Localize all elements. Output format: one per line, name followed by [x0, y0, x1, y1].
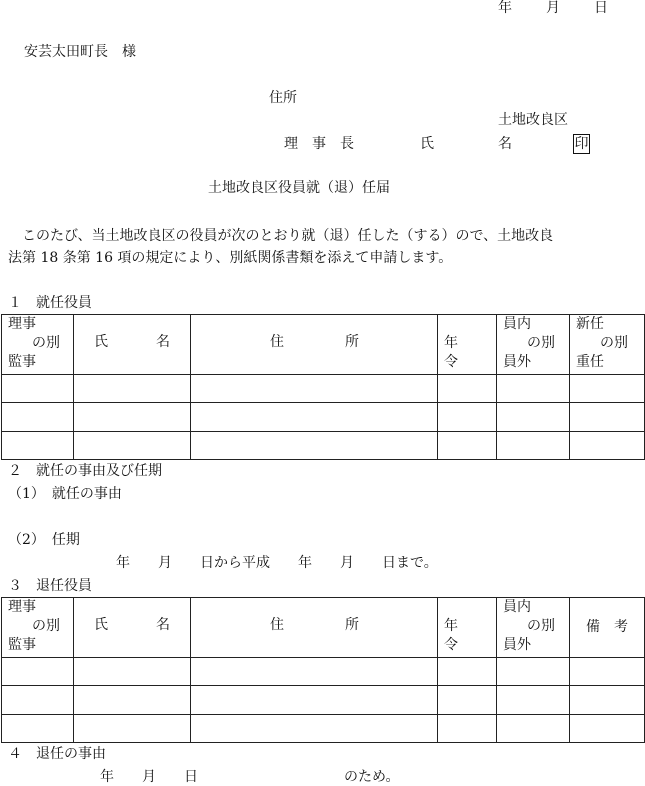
cell[interactable]	[497, 715, 570, 743]
header-remarks: 備 考	[570, 598, 645, 658]
header-address-1: 住	[270, 334, 284, 350]
table-header-row	[2, 598, 645, 658]
header-role	[2, 598, 74, 658]
header-new-3: 重任	[576, 354, 604, 370]
header-role-line2: の別	[32, 335, 60, 351]
seal-box: 印	[574, 136, 589, 152]
section4-heading: ４ 退任の事由	[8, 746, 106, 762]
cell[interactable]	[191, 403, 438, 432]
document-title: 土地改良区役員就（退）任届	[208, 180, 390, 196]
header-member-2: の別	[527, 618, 555, 634]
cell[interactable]	[74, 403, 191, 432]
cell[interactable]	[191, 658, 438, 686]
cell[interactable]	[2, 432, 74, 460]
cell[interactable]	[438, 375, 497, 403]
table-row	[2, 375, 645, 403]
cell[interactable]	[570, 375, 645, 403]
cell[interactable]	[497, 658, 570, 686]
appointed-officers-table	[1, 314, 645, 460]
cell[interactable]	[191, 686, 438, 715]
table-row	[2, 715, 645, 743]
reason-label: （1） 就任の事由	[8, 486, 122, 502]
cell[interactable]	[438, 715, 497, 743]
retire-reason-suffix: のため。	[344, 769, 400, 785]
date-year: 年	[498, 0, 512, 16]
cell[interactable]	[74, 432, 191, 460]
section3-heading: ３ 退任役員	[8, 578, 92, 594]
cell[interactable]	[2, 686, 74, 715]
cell[interactable]	[2, 375, 74, 403]
cell[interactable]	[74, 375, 191, 403]
header-new	[570, 315, 645, 375]
header-new-2: の別	[600, 335, 628, 351]
header-age-1: 年	[444, 618, 458, 634]
header-name-2: 名	[156, 334, 170, 350]
header-role	[2, 315, 74, 375]
body-line-2: 法第 18 条第 16 項の規定により、別紙関係書類を添えて申請します。	[8, 250, 453, 266]
header-age-2: 令	[444, 637, 458, 653]
section1-heading: １ 就任役員	[8, 295, 92, 311]
header-name-1: 氏	[94, 334, 108, 350]
table-row	[2, 686, 645, 715]
header-address-2: 所	[345, 617, 359, 633]
cell[interactable]	[2, 403, 74, 432]
cell[interactable]	[570, 403, 645, 432]
header-new-1: 新任	[576, 316, 604, 332]
header-name	[74, 315, 191, 375]
date-day: 日	[594, 0, 608, 16]
body-line-1: このたび、当土地改良区の役員が次のとおり就（退）任した（する）ので、土地改良	[8, 228, 554, 244]
cell[interactable]	[497, 686, 570, 715]
cell[interactable]	[570, 686, 645, 715]
cell[interactable]	[570, 432, 645, 460]
header-member-1: 員内	[503, 316, 531, 332]
table-row	[2, 403, 645, 432]
date-month: 月	[546, 0, 560, 16]
header-age-2: 令	[444, 354, 458, 370]
cell[interactable]	[2, 658, 74, 686]
cell[interactable]	[438, 432, 497, 460]
name-label-2: 名	[498, 136, 512, 152]
header-member-1: 員内	[503, 599, 531, 615]
table-row	[2, 658, 645, 686]
header-address	[191, 315, 438, 375]
header-role-line1: 理事	[8, 599, 36, 615]
retired-officers-table	[1, 597, 645, 743]
header-member-3: 員外	[503, 354, 531, 370]
cell[interactable]	[191, 375, 438, 403]
cell[interactable]	[438, 658, 497, 686]
table-header-row	[2, 315, 645, 375]
header-age	[438, 315, 497, 375]
cell[interactable]	[74, 686, 191, 715]
header-age	[438, 598, 497, 658]
header-member-2: の別	[527, 335, 555, 351]
cell[interactable]	[570, 715, 645, 743]
retire-date-line: 年 月 日	[100, 769, 198, 785]
header-role-line1: 理事	[8, 316, 36, 332]
header-member	[497, 315, 570, 375]
header-role-line3: 監事	[8, 637, 36, 653]
cell[interactable]	[191, 432, 438, 460]
addressee: 安芸太田町長 様	[24, 44, 136, 60]
chair-label: 理 事 長	[284, 136, 354, 152]
header-address-2: 所	[345, 334, 359, 350]
header-role-line2: の別	[32, 618, 60, 634]
cell[interactable]	[497, 375, 570, 403]
cell[interactable]	[438, 403, 497, 432]
header-role-line3: 監事	[8, 354, 36, 370]
header-member	[497, 598, 570, 658]
cell[interactable]	[570, 658, 645, 686]
term-label: （2） 任期	[8, 532, 80, 548]
header-address	[191, 598, 438, 658]
cell[interactable]	[74, 658, 191, 686]
date-line	[0, 0, 645, 17]
term-line: 年 月 日から平成 年 月 日まで。	[116, 555, 438, 571]
section2-heading: ２ 就任の事由及び任期	[8, 463, 162, 479]
address-label: 住所	[269, 90, 297, 106]
cell[interactable]	[74, 715, 191, 743]
cell[interactable]	[438, 686, 497, 715]
cell[interactable]	[497, 432, 570, 460]
table-row	[2, 432, 645, 460]
org-name: 土地改良区	[498, 112, 568, 128]
header-name-1: 氏	[94, 617, 108, 633]
header-member-3: 員外	[503, 637, 531, 653]
cell[interactable]	[497, 403, 570, 432]
header-name	[74, 598, 191, 658]
header-address-1: 住	[270, 617, 284, 633]
name-label-1: 氏	[420, 136, 434, 152]
header-age-1: 年	[444, 335, 458, 351]
cell[interactable]	[2, 715, 74, 743]
header-name-2: 名	[156, 617, 170, 633]
cell[interactable]	[191, 715, 438, 743]
